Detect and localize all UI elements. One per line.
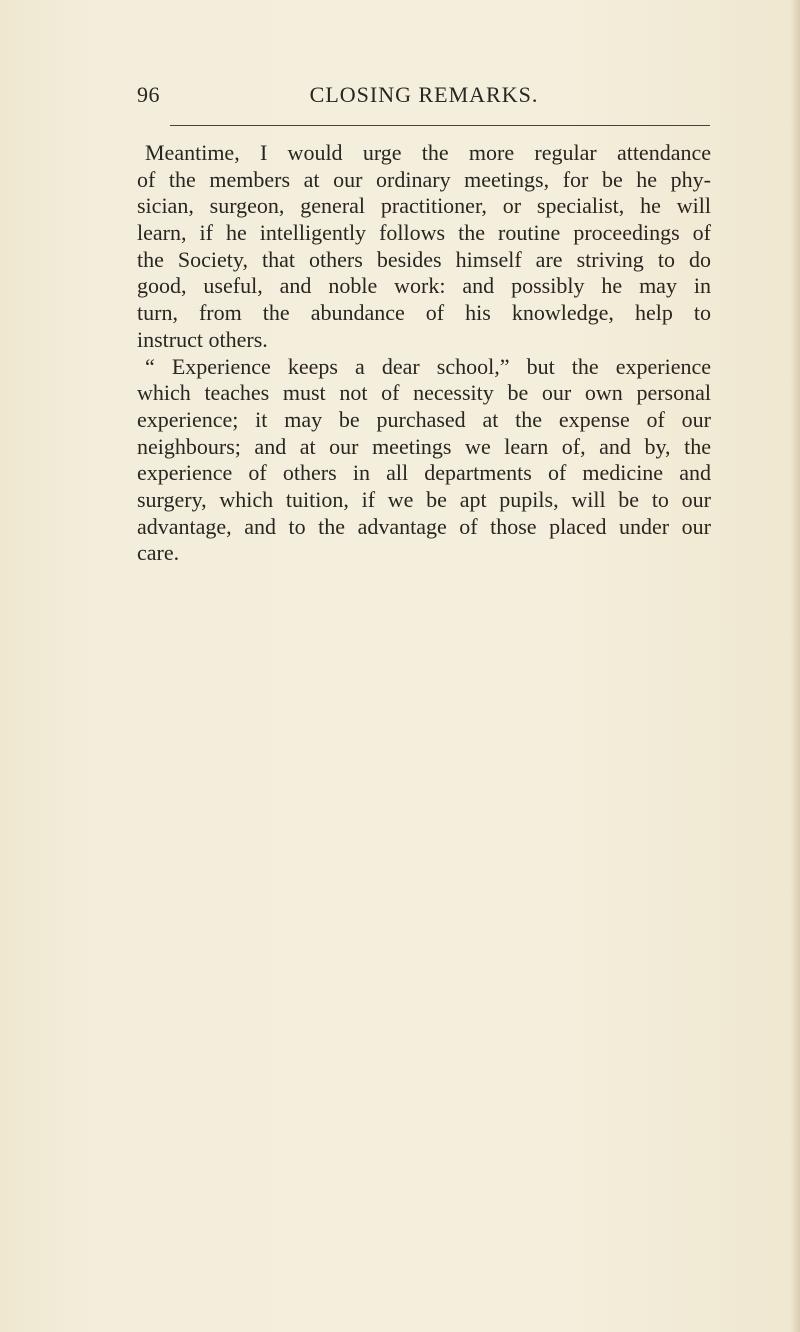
text-line: advantage, and to the advantage of those placed under our xyxy=(137,513,711,539)
text-line: neighbours; and at our meetings we learn of, and by, the xyxy=(137,433,711,459)
text-line: learn, if he intelligently follows the routine proceedings of xyxy=(137,220,711,246)
running-head xyxy=(137,82,711,112)
chapter-title: CLOSING REMARKS. xyxy=(309,82,539,107)
text-line: sician, surgeon, general practitioner, or specialist, he will xyxy=(137,193,711,219)
text-line: which teaches must not of necessity be our own personal xyxy=(137,380,711,406)
text-line: experience of others in all departments of medicine and xyxy=(137,460,711,486)
page-number: 96 xyxy=(137,82,160,107)
body-text xyxy=(137,140,711,567)
text-line: instruct others. xyxy=(137,326,268,352)
text-line: experience; it may be purchased at the expense of our xyxy=(137,406,711,432)
header-rule xyxy=(170,125,710,126)
text-line: care. xyxy=(137,540,180,566)
text-line: good, useful, and noble work: and possibly he may in xyxy=(137,273,711,299)
text-line: of the members at our ordinary meetings, for be he phy- xyxy=(137,166,711,192)
text-line: turn, from the abundance of his knowledge, help to xyxy=(137,300,711,326)
text-line: Meantime, I would urge the more regular attendance xyxy=(145,140,711,165)
text-line: the Society, that others besides himself are striving to do xyxy=(137,246,711,272)
page-edge-shadow xyxy=(790,0,800,1332)
text-line: surgery, which tuition, if we be apt pupils, will be to our xyxy=(137,486,711,512)
text-line: “ Experience keeps a dear school,” but the experience xyxy=(145,353,711,379)
